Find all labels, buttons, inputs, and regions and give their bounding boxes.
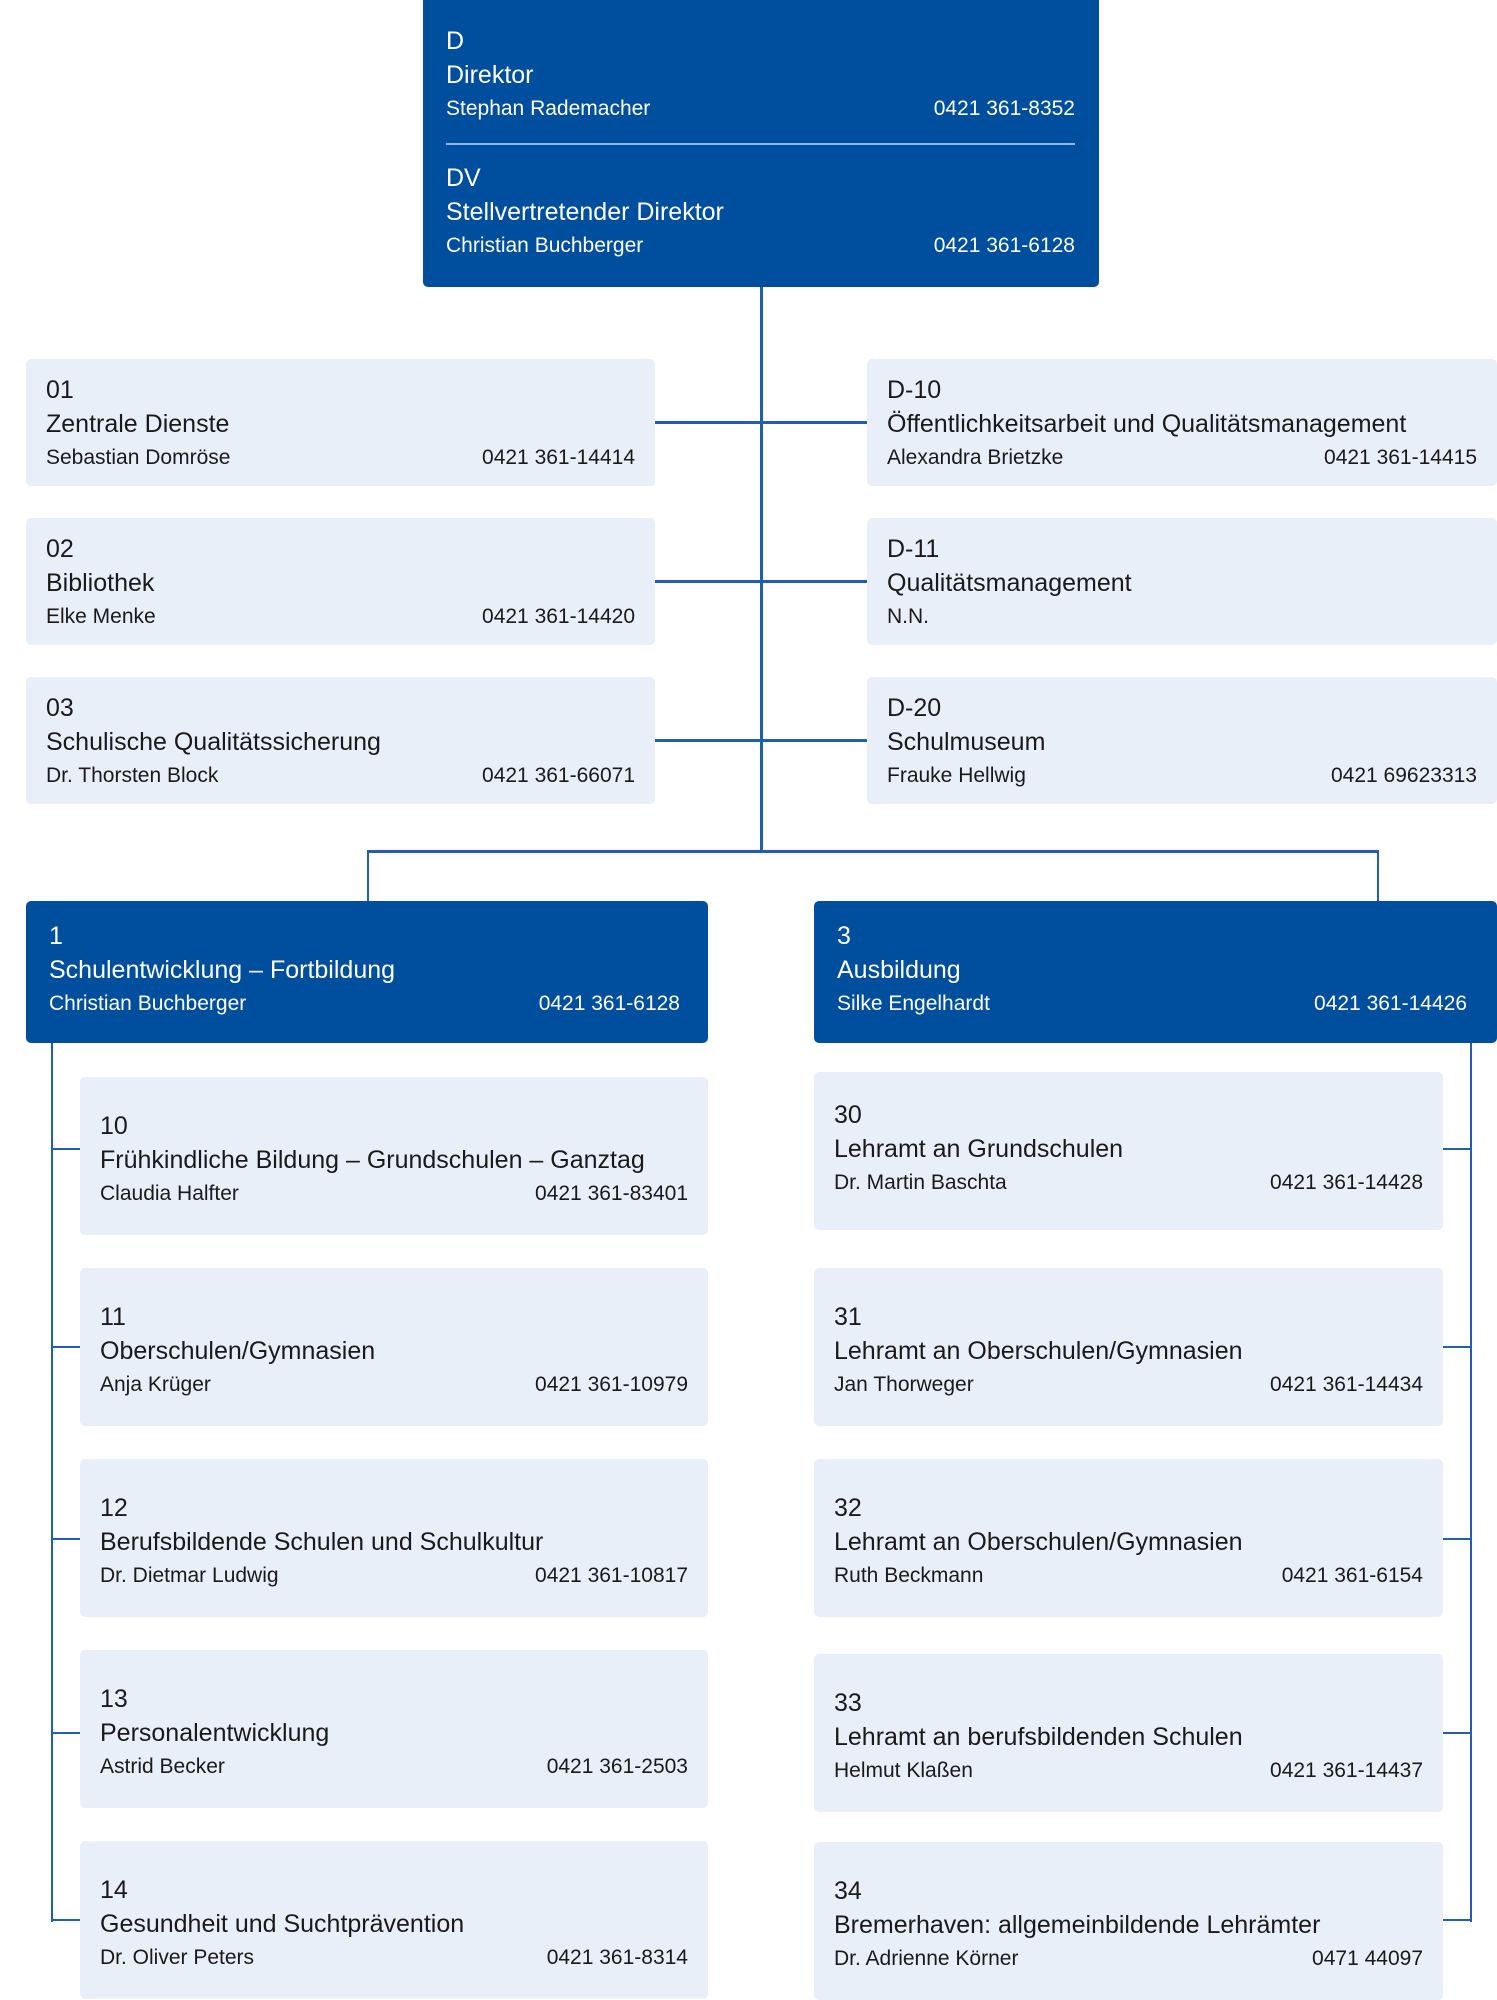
deputy-phone: 0421 361-6128 xyxy=(933,234,1075,257)
unit-code: D-10 xyxy=(887,376,942,404)
unit-title: Lehramt an Oberschulen/Gymnasien xyxy=(834,1528,1243,1556)
division-1-drop-line xyxy=(367,850,369,902)
unit-contact-row xyxy=(834,1166,1423,1200)
unit-contact-row xyxy=(100,1941,688,1975)
unit-connector-13 xyxy=(51,1732,80,1734)
unit-phone: 0421 361-10979 xyxy=(535,1373,688,1396)
unit-phone: 0421 361-14414 xyxy=(482,446,635,469)
unit-phone: 0421 361-8314 xyxy=(546,1946,688,1969)
staff-unit-03 xyxy=(26,677,655,804)
division-title: Ausbildung xyxy=(837,956,961,984)
director-title: Direktor xyxy=(446,61,534,89)
division-3-spine xyxy=(1470,1043,1472,1922)
unit-head-name: Dr. Adrienne Körner xyxy=(834,1947,1019,1970)
unit-32 xyxy=(814,1459,1443,1617)
division-3-drop-line xyxy=(1377,850,1379,902)
unit-title: Personalentwicklung xyxy=(100,1719,330,1747)
unit-13 xyxy=(80,1650,708,1808)
unit-31 xyxy=(814,1268,1443,1426)
unit-phone: 0421 361-14415 xyxy=(1324,446,1477,469)
director-contact-row xyxy=(446,92,1075,126)
unit-contact-row xyxy=(46,441,635,475)
unit-phone: 0421 361-66071 xyxy=(482,764,635,787)
division-code: 1 xyxy=(49,922,63,950)
director-phone: 0421 361-8352 xyxy=(933,97,1075,120)
unit-code: D-20 xyxy=(887,694,942,722)
unit-10 xyxy=(80,1077,708,1235)
staff-unit-d20 xyxy=(867,677,1497,804)
unit-head-name: Helmut Klaßen xyxy=(834,1759,973,1782)
unit-title: Lehramt an berufsbildenden Schulen xyxy=(834,1723,1243,1751)
unit-head-name: Dr. Dietmar Ludwig xyxy=(100,1564,279,1587)
staff-connector-right-d20 xyxy=(761,739,867,742)
unit-code: 30 xyxy=(834,1101,862,1129)
unit-connector-11 xyxy=(51,1346,80,1348)
unit-contact-row xyxy=(887,441,1477,475)
unit-head-name: Dr. Thorsten Block xyxy=(46,764,219,787)
unit-connector-33 xyxy=(1443,1732,1471,1734)
unit-code: 33 xyxy=(834,1689,862,1717)
staff-connector-left-01 xyxy=(655,421,761,424)
division-3-header xyxy=(814,901,1497,1043)
unit-code: 34 xyxy=(834,1877,862,1905)
unit-contact-row xyxy=(834,1559,1423,1593)
unit-connector-14 xyxy=(51,1919,80,1921)
unit-phone: 0471 44097 xyxy=(1312,1947,1423,1970)
unit-head-name: Dr. Martin Baschta xyxy=(834,1171,1007,1194)
unit-connector-32 xyxy=(1443,1538,1471,1540)
staff-connector-right-d10 xyxy=(761,421,867,424)
unit-code: 14 xyxy=(100,1876,128,1904)
unit-34 xyxy=(814,1842,1443,2000)
unit-title: Schulmuseum xyxy=(887,728,1046,756)
deputy-contact-row xyxy=(446,229,1075,263)
unit-title: Qualitätsmanagement xyxy=(887,569,1132,597)
unit-title: Berufsbildende Schulen und Schulkultur xyxy=(100,1528,544,1556)
unit-code: 01 xyxy=(46,376,74,404)
unit-code: D-11 xyxy=(887,535,940,563)
unit-phone: 0421 69623313 xyxy=(1331,764,1477,787)
unit-contact-row xyxy=(100,1177,688,1211)
staff-unit-01 xyxy=(26,359,655,486)
main-trunk-line xyxy=(760,287,763,853)
unit-contact-row xyxy=(46,600,635,634)
division-phone: 0421 361-14426 xyxy=(1314,992,1467,1015)
staff-connector-left-02 xyxy=(655,580,761,583)
leadership-divider xyxy=(446,143,1075,145)
staff-unit-d11 xyxy=(867,518,1497,645)
unit-title: Oberschulen/Gymnasien xyxy=(100,1337,376,1365)
unit-phone: 0421 361-14420 xyxy=(482,605,635,628)
unit-title: Lehramt an Oberschulen/Gymnasien xyxy=(834,1337,1243,1365)
unit-title: Bibliothek xyxy=(46,569,155,597)
unit-head-name: Claudia Halfter xyxy=(100,1182,239,1205)
unit-code: 31 xyxy=(834,1303,862,1331)
unit-head-name: Dr. Oliver Peters xyxy=(100,1946,255,1969)
unit-33 xyxy=(814,1654,1443,1812)
unit-head-name: Jan Thorweger xyxy=(834,1373,974,1396)
division-head-name: Christian Buchberger xyxy=(49,992,247,1015)
unit-head-name: Sebastian Domröse xyxy=(46,446,231,469)
unit-title: Schulische Qualitätssicherung xyxy=(46,728,381,756)
unit-contact-row xyxy=(46,759,635,793)
unit-11 xyxy=(80,1268,708,1426)
division-head-name: Silke Engelhardt xyxy=(837,992,990,1015)
division-contact-row xyxy=(837,987,1467,1021)
unit-title: Öffentlichkeitsarbeit und Qualitätsmanagement xyxy=(887,410,1407,438)
deputy-code: DV xyxy=(446,164,481,192)
unit-contact-row xyxy=(834,1942,1423,1976)
unit-12 xyxy=(80,1459,708,1617)
director-name: Stephan Rademacher xyxy=(446,97,651,120)
unit-phone: 0421 361-2503 xyxy=(546,1755,688,1778)
unit-contact-row xyxy=(834,1368,1423,1402)
unit-head-name: Astrid Becker xyxy=(100,1755,225,1778)
unit-title: Bremerhaven: allgemeinbildende Lehrämter xyxy=(834,1911,1321,1939)
unit-code: 10 xyxy=(100,1112,128,1140)
unit-connector-31 xyxy=(1443,1346,1471,1348)
unit-title: Lehramt an Grundschulen xyxy=(834,1135,1124,1163)
unit-phone: 0421 361-83401 xyxy=(535,1182,688,1205)
unit-code: 13 xyxy=(100,1685,128,1713)
unit-code: 03 xyxy=(46,694,74,722)
deputy-name: Christian Buchberger xyxy=(446,234,644,257)
unit-head-name: Alexandra Brietzke xyxy=(887,446,1064,469)
unit-head-name: N.N. xyxy=(887,605,929,628)
unit-contact-row xyxy=(887,759,1477,793)
unit-connector-10 xyxy=(51,1148,80,1150)
unit-title: Frühkindliche Bildung – Grundschulen – Ganztag xyxy=(100,1146,645,1174)
unit-contact-row xyxy=(834,1754,1423,1788)
division-contact-row xyxy=(49,987,680,1021)
deputy-title: Stellvertretender Direktor xyxy=(446,198,724,226)
division-branch-line xyxy=(367,850,1379,853)
leadership-box xyxy=(423,0,1099,287)
unit-14 xyxy=(80,1841,708,1999)
unit-30 xyxy=(814,1072,1443,1230)
unit-code: 12 xyxy=(100,1494,128,1522)
unit-code: 11 xyxy=(100,1303,126,1331)
division-phone: 0421 361-6128 xyxy=(538,992,680,1015)
staff-connector-left-03 xyxy=(655,739,761,742)
unit-contact-row xyxy=(887,600,1477,634)
staff-unit-02 xyxy=(26,518,655,645)
division-1-header xyxy=(26,901,708,1043)
unit-phone: 0421 361-14434 xyxy=(1270,1373,1423,1396)
division-code: 3 xyxy=(837,922,851,950)
unit-head-name: Ruth Beckmann xyxy=(834,1564,984,1587)
unit-phone: 0421 361-14437 xyxy=(1270,1759,1423,1782)
unit-phone: 0421 361-6154 xyxy=(1281,1564,1423,1587)
unit-head-name: Elke Menke xyxy=(46,605,156,628)
unit-connector-30 xyxy=(1443,1148,1471,1150)
unit-contact-row xyxy=(100,1559,688,1593)
staff-unit-d10 xyxy=(867,359,1497,486)
unit-code: 02 xyxy=(46,535,74,563)
staff-connector-right-d11 xyxy=(761,580,867,583)
unit-title: Gesundheit und Suchtprävention xyxy=(100,1910,465,1938)
division-title: Schulentwicklung – Fortbildung xyxy=(49,956,396,984)
unit-code: 32 xyxy=(834,1494,862,1522)
unit-head-name: Frauke Hellwig xyxy=(887,764,1026,787)
unit-connector-34 xyxy=(1443,1919,1471,1921)
unit-contact-row xyxy=(100,1750,688,1784)
unit-connector-12 xyxy=(51,1538,80,1540)
unit-title: Zentrale Dienste xyxy=(46,410,230,438)
director-code: D xyxy=(446,27,465,55)
unit-contact-row xyxy=(100,1368,688,1402)
division-1-spine xyxy=(51,1043,53,1922)
unit-head-name: Anja Krüger xyxy=(100,1373,211,1396)
unit-phone: 0421 361-14428 xyxy=(1270,1171,1423,1194)
unit-phone: 0421 361-10817 xyxy=(535,1564,688,1587)
